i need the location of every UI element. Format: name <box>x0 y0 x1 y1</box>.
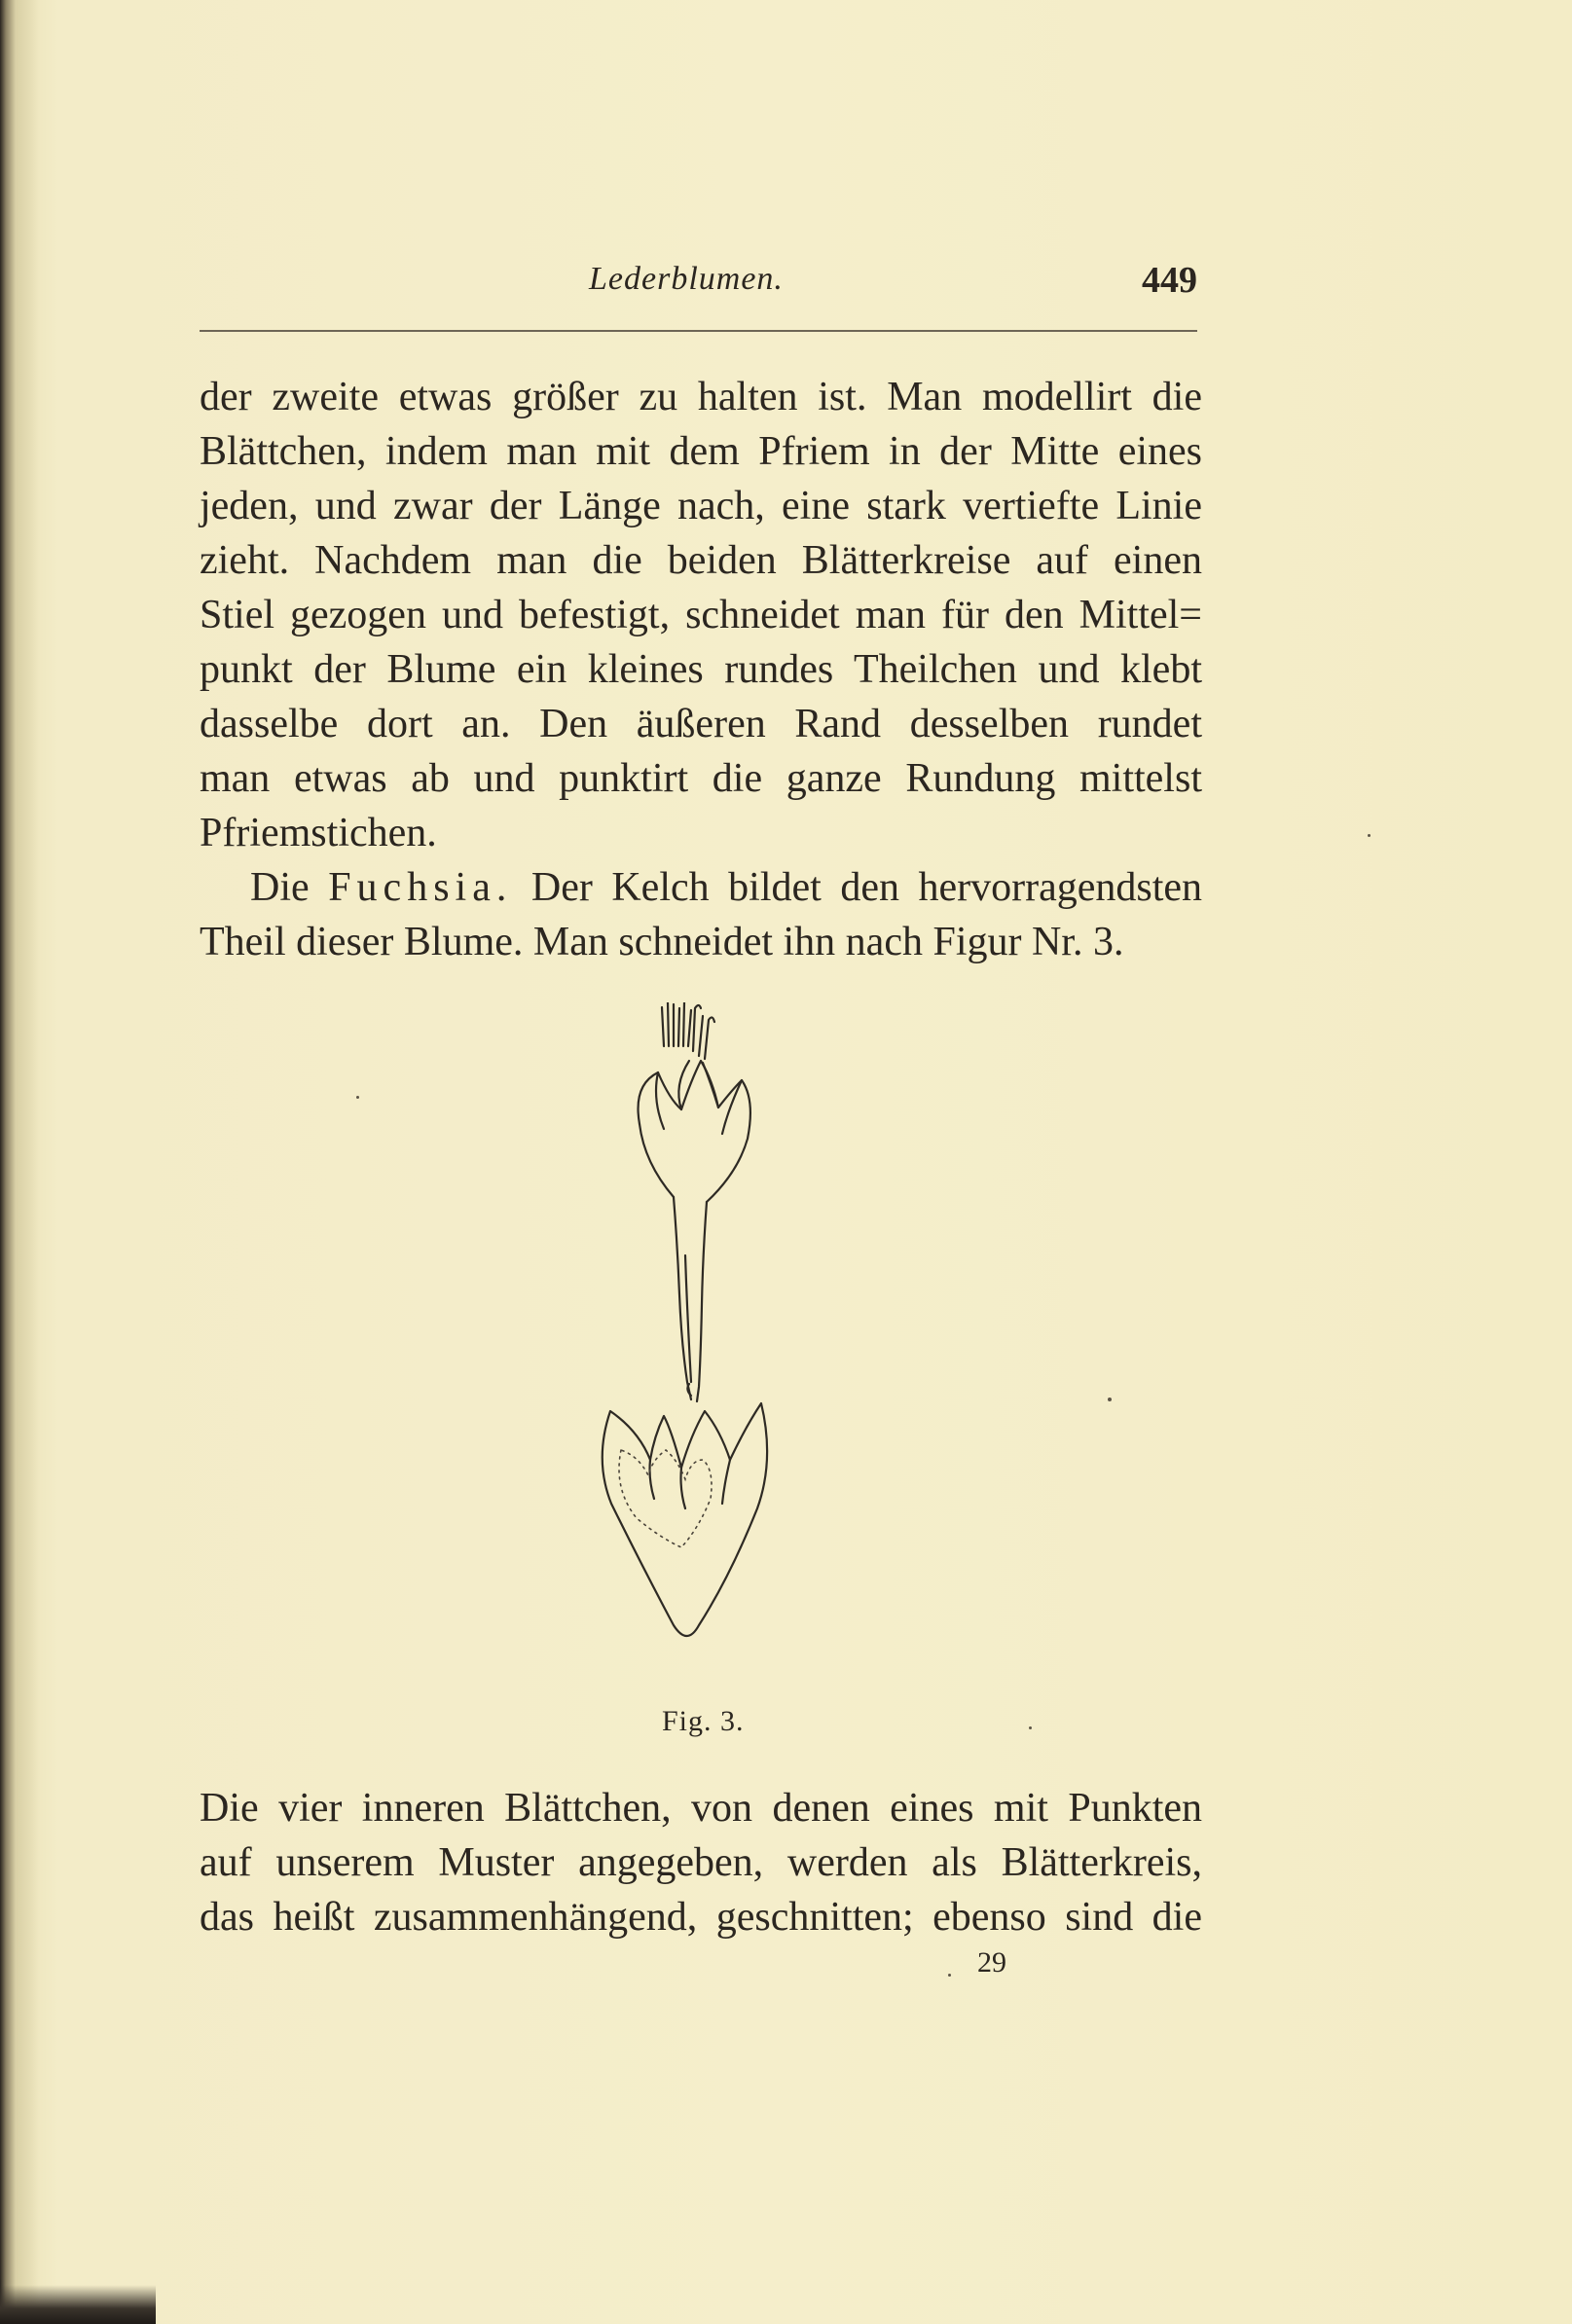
text-line: punkt der Blume ein kleines rundes Theilchen und klebt <box>200 647 1202 692</box>
paper-speck <box>1029 1726 1032 1729</box>
upper-petal-inner <box>722 1080 742 1134</box>
upper-flower-outline <box>639 1061 750 1202</box>
page-gutter-shadow <box>0 2285 156 2324</box>
text-line: Theil dieser Blume. Man schneidet ihn nach Figur Nr. 3. <box>200 920 1124 964</box>
text-line: Pfriemstichen. <box>200 811 437 855</box>
paper-speck <box>1108 1398 1112 1401</box>
stamen-line <box>688 1010 691 1046</box>
text-line: auf unserem Muster angegeben, werden als Blätterkreis, <box>200 1840 1202 1885</box>
text-line: man etwas ab und punktirt die ganze Rundung mittelst <box>200 756 1202 801</box>
text-line: der zweite etwas größer zu halten ist. Man modellirt die <box>200 375 1202 419</box>
lower-petal-inner <box>722 1460 730 1504</box>
stamen-line <box>662 1007 664 1046</box>
stamen-line <box>699 1016 703 1056</box>
tube-left <box>674 1197 691 1399</box>
term-fuchsia: Fuchsia. <box>328 865 513 910</box>
tube-right <box>697 1202 707 1401</box>
figure-caption: Fig. 3. <box>662 1705 745 1737</box>
text-line: das heißt zusammenhängend, geschnitten; ebenso sind die <box>200 1895 1202 1940</box>
fuchsia-pattern-illustration <box>584 1002 837 1684</box>
body-text-bottom <box>200 1781 1202 1944</box>
paper-speck <box>948 1974 951 1977</box>
running-head <box>200 255 1197 313</box>
stamen-line <box>668 1002 669 1046</box>
text-line: Blättchen, indem man mit dem Pfriem in der Mitte eines <box>200 429 1202 474</box>
stamen-line <box>678 1008 679 1046</box>
para-rest: Der Kelch bildet den hervorragendsten <box>530 865 1203 910</box>
stamen-line <box>683 1002 684 1046</box>
tube-detail <box>685 1255 691 1382</box>
text-line: Stiel gezogen und befestigt, schneidet man für den Mittel= <box>200 593 1202 637</box>
text-line: Die vier inneren Blättchen, von denen eines mit Punkten <box>200 1786 1202 1831</box>
stamen-line <box>705 1017 714 1059</box>
lower-petal-inner <box>681 1468 686 1508</box>
text-line: dasselbe dort an. Den äußeren Rand desselben rundet <box>200 702 1202 746</box>
header-rule <box>200 330 1197 332</box>
page-gutter <box>0 0 39 2324</box>
running-head-title: Lederblumen. <box>589 261 784 297</box>
paragraph-fuchsia-line <box>200 860 1202 915</box>
dotted-petal-marking <box>619 1450 712 1547</box>
upper-flower-outline-left <box>640 1124 674 1197</box>
page-number: 449 <box>1142 260 1197 301</box>
text-line: jeden, und zwar der Länge nach, eine stark vertiefte Linie <box>200 484 1202 528</box>
paper-speck <box>1368 834 1371 837</box>
para-lead: Die <box>250 865 310 910</box>
lower-calyx-outline <box>603 1403 767 1636</box>
signature-mark: 29 <box>977 1946 1006 1979</box>
body-text-top <box>200 370 1202 969</box>
text-line: zieht. Nachdem man die beiden Blätterkreise auf einen <box>200 538 1202 583</box>
upper-petal-inner <box>703 1063 718 1108</box>
paper-speck <box>356 1096 359 1099</box>
